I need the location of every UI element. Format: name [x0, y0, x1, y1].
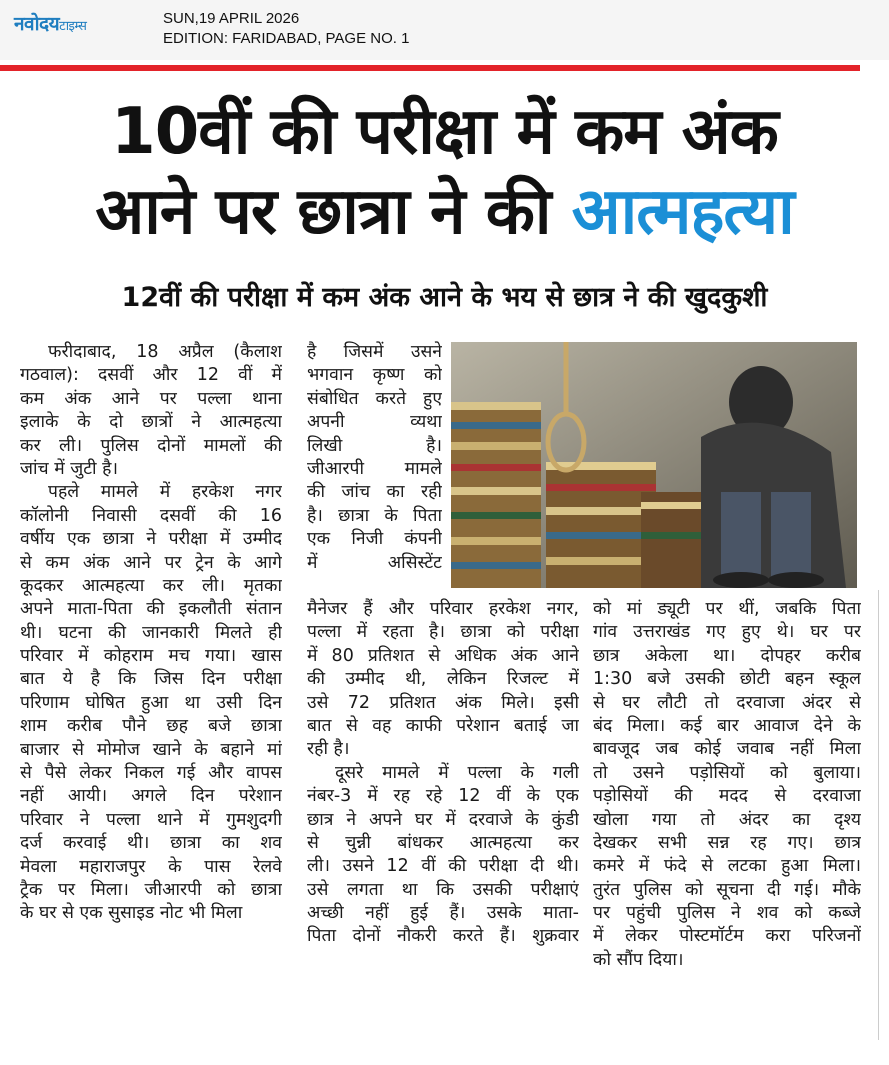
article-line: इलाके के दो छात्रों ने आत्महत्या [20, 412, 282, 433]
article-column-2-top [307, 341, 442, 575]
article-line: पल्ला में रहता है। छात्रा को परीक्षा [307, 622, 579, 643]
headline-line-1: 10वीं की परीक्षा में कम अंक [111, 95, 778, 169]
article-line: से चुन्नी बांधकर आत्महत्या कर [307, 832, 579, 853]
article-line: बात ये है कि जिस दिन परीक्षा [20, 669, 282, 690]
article-line: की उम्मीद थी, लेकिन रिजल्ट में [307, 669, 579, 690]
article-line: कम अंक आने पर पल्ला थाना [20, 388, 282, 409]
article-line: पहले मामले में हरकेश नगर [48, 482, 282, 503]
article-line: खोला गया तो अंदर का दृश्य [593, 809, 861, 830]
article-line: मैनेजर हैं और परिवार हरकेश नगर, [307, 599, 579, 619]
article-line: अच्छी नहीं हुई हैं। उसके माता- [307, 903, 579, 924]
article-line: छात्र अकेला था। दोपहर करीब [593, 645, 861, 666]
article-line: वर्षीय एक छात्रा ने परीक्षा में उम्मीद [20, 529, 282, 550]
article-line: गांव उत्तराखंड गए हुए थे। घर पर [593, 622, 861, 643]
article-line: संबोधित करते हुए [307, 388, 442, 409]
article-line: कर ली। पुलिस दोनों मामलों की [20, 435, 282, 456]
article-line: रही है। [307, 739, 350, 760]
article-line: दूसरे मामले में पल्ला के गली [335, 762, 579, 783]
headline-line-2 [0, 172, 889, 252]
article-line: पिता दोनों नौकरी करते हैं। शुक्रवार [307, 926, 579, 947]
article-line: में असिस्टेंट [307, 552, 442, 573]
article-line: के घर से एक सुसाइड नोट भी मिला [20, 903, 243, 924]
article-line: से घर लौटी तो दरवाजा अंदर से [593, 692, 861, 713]
article-column-2-bottom [307, 598, 579, 949]
article-line: को सौंप दिया। [593, 949, 684, 970]
article-line: से पैसे लेकर निकल गई और वापस [20, 763, 282, 784]
article-column-3 [593, 598, 861, 972]
article-line: कॉलोनी निवासी दसवीं की 16 [20, 505, 282, 526]
article-line: है। छात्रा के पिता [307, 505, 442, 526]
article-line: देखकर सभी सन्न रह गए। छात्र [593, 832, 861, 853]
article-line: में 80 प्रतिशत से अधिक अंक आने [307, 645, 579, 666]
article-line: की जांच का रही [307, 482, 442, 503]
article-line: भगवान कृष्ण को [307, 365, 442, 386]
article-line: कमरे में फंदे से लटका हुआ मिला। [593, 856, 861, 877]
article-line: थी। घटना की जानकारी मिलते ही [20, 622, 282, 643]
article-line: गठवाल): दसवीं और 12 वीं में [20, 365, 282, 386]
article-line: फरीदाबाद, 18 अप्रैल (कैलाश [48, 342, 282, 362]
article-line: बंद मिला। कई बार आवाज देने के [593, 715, 861, 736]
logo-main: नवोदय [14, 13, 60, 35]
edition-header [0, 0, 889, 60]
article-line: नहीं आयी। अगले दिन परेशान [20, 786, 282, 807]
article-line: तो उसने पड़ोसियों को बुलाया। [593, 762, 861, 783]
article-line: दर्ज करवाई थी। छात्रा का शव [20, 833, 282, 854]
article-line: मेवला महाराजपुर के पास रेलवे [20, 856, 282, 877]
article-column-1 [20, 341, 282, 926]
article-line: शाम करीब पौने छह बजे छात्रा [20, 716, 282, 737]
photo-illustration [451, 342, 857, 588]
article-line: उसे 72 प्रतिशत अंक मिले। इसी [307, 692, 579, 713]
article-line: से कम अंक आने पर ट्रेन के आगे [20, 552, 282, 573]
article-line: ट्रैक पर मिला। जीआरपी को छात्रा [20, 879, 282, 900]
article-line: अपनी व्यथा [307, 412, 442, 433]
article-line: जांच में जुटी है। [20, 458, 119, 479]
column-rule [878, 590, 879, 1040]
headline-accent: आत्महत्या [571, 175, 794, 249]
article-line: एक निजी कंपनी [307, 529, 442, 550]
article-line: पर पहुंची पुलिस ने शव को कब्जे [593, 903, 861, 924]
article-line: नंबर-3 में रह रहे 12 वीं के एक [307, 786, 579, 807]
article-line: बावजूद जब कोई जवाब नहीं मिला [593, 739, 861, 760]
article-line: है जिसमें उसने [307, 342, 442, 362]
article-line: ली। उसने 12 वीं की परीक्षा दी थी। [307, 856, 579, 877]
article-line: को मां ड्यूटी पर थीं, जबकि पिता [593, 599, 861, 619]
edition-date: SUN,19 APRIL 2026 [163, 10, 300, 27]
article-line: 1:30 बजे उसकी छोटी बहन स्कूल [593, 669, 861, 690]
article-line: लिखी है। [307, 435, 442, 456]
newspaper-logo[interactable] [14, 10, 86, 36]
logo-sub: टाइम्स [59, 19, 87, 34]
article-line: परिवार में कोहराम मच गया। खास [20, 646, 282, 667]
article-line: छात्र ने अपने घर में दरवाजे के कुंडी [307, 809, 579, 830]
article-line: अपने माता-पिता की इकलौती संतान [20, 599, 282, 620]
article-line: जीआरपी मामले [307, 458, 442, 479]
article-line: बाजार से मोमोज खाने के बहाने मां [20, 739, 282, 760]
article-line: कूदकर आत्महत्या कर ली। मृतका [20, 575, 282, 596]
edition-meta [163, 9, 409, 49]
headline-text: आने पर छात्रा ने की [95, 175, 572, 249]
article-line: परिवार ने पल्ला थाने में गुमशुदगी [20, 809, 282, 830]
red-divider [0, 65, 860, 71]
article-line: परिणाम घोषित हुआ था उसी दिन [20, 692, 282, 713]
article-photo [451, 342, 857, 588]
subheadline: 12वीं की परीक्षा में कम अंक आने के भय से छात्र ने की खुदकुशी [121, 282, 768, 313]
article-line: तुरंत पुलिस को सूचना दी गई। मौके [593, 879, 861, 900]
article-line: उसे लगता था कि उसकी परीक्षाएं [307, 879, 579, 900]
article-line: बात से वह काफी परेशान बताई जा [307, 715, 579, 736]
article-line: पड़ोसियों की मदद से दरवाजा [593, 786, 861, 807]
article-line: में लेकर पोस्टमॉर्टम करा परिजनों [593, 926, 861, 947]
edition-info: EDITION: FARIDABAD, PAGE NO. 1 [163, 30, 410, 47]
